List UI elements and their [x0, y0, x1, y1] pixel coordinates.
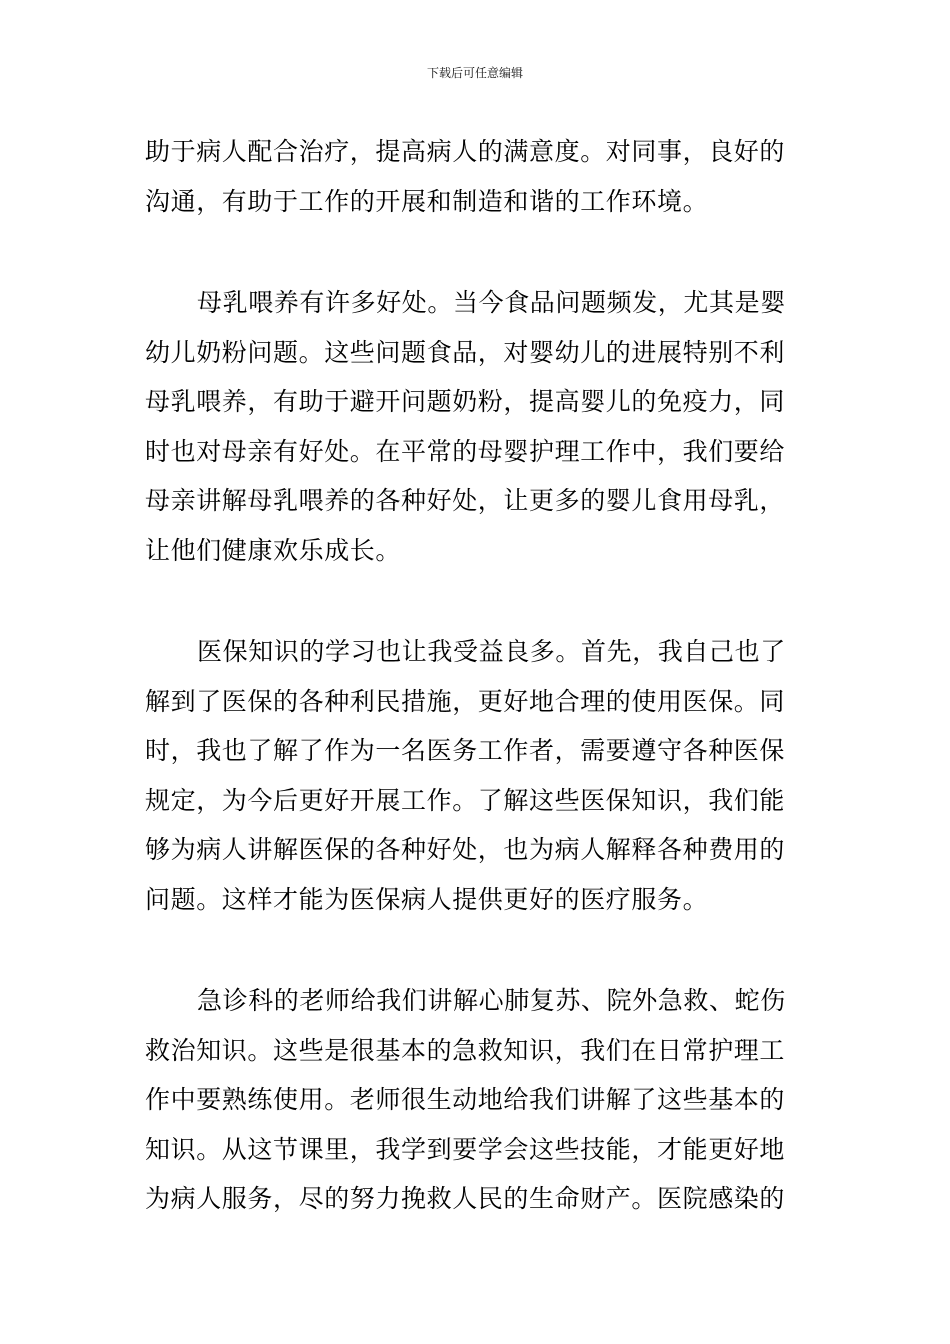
text-line: 母乳喂养有许多好处。当今食品问题频发，尤其是婴 — [197, 288, 786, 317]
text-line: 知识。从这节课里，我学到要学会这些技能，才能更好地 — [145, 1134, 786, 1164]
text-line: 让他们健康欢乐成长。 — [145, 535, 402, 565]
text-line: 规定，为今后更好开展工作。了解这些医保知识，我们能 — [145, 785, 786, 815]
text-line: 助于病人配合治疗，提高病人的满意度。对同事，良好的 — [145, 137, 786, 166]
text-line: 幼儿奶粉问题。这些问题食品，对婴幼儿的进展特别不利 — [145, 337, 786, 367]
text-line: 问题。这样才能为医保病人提供更好的医疗服务。 — [145, 884, 709, 914]
text-line: 解到了医保的各种利民措施，更好地合理的使用医保。同 — [145, 686, 786, 716]
text-line: 急诊科的老师给我们讲解心肺复苏、院外急救、蛇伤 — [197, 986, 786, 1015]
text-line: 救治知识。这些是很基本的急救知识，我们在日常护理工 — [145, 1035, 786, 1065]
text-line: 时，我也了解了作为一名医务工作者，需要遵守各种医保 — [145, 736, 786, 765]
text-line: 时也对母亲有好处。在平常的母婴护理工作中，我们要给 — [145, 436, 786, 466]
paragraph-breastfeeding — [145, 278, 807, 575]
document-body — [145, 127, 807, 1276]
paragraph-medical-insurance — [145, 627, 807, 924]
page-header: 下载后可任意编辑 — [426, 66, 523, 80]
text-line: 医保知识的学习也让我受益良多。首先，我自己也了 — [197, 637, 786, 666]
text-line: 够为病人讲解医保的各种好处，也为病人解释各种费用的 — [145, 835, 786, 864]
text-line: 为病人服务，尽的努力挽救人民的生命财产。医院感染的 — [145, 1184, 786, 1213]
text-line: 沟通，有助于工作的开展和制造和谐的工作环境。 — [145, 186, 709, 216]
text-line: 作中要熟练使用。老师很生动地给我们讲解了这些基本的 — [145, 1085, 786, 1114]
paragraph-communication — [145, 127, 807, 226]
text-line: 母乳喂养，有助于避开问题奶粉，提高婴儿的免疫力，同 — [145, 387, 786, 416]
paragraph-emergency — [145, 976, 807, 1224]
text-line: 母亲讲解母乳喂养的各种好处，让更多的婴儿食用母乳， — [145, 486, 786, 515]
